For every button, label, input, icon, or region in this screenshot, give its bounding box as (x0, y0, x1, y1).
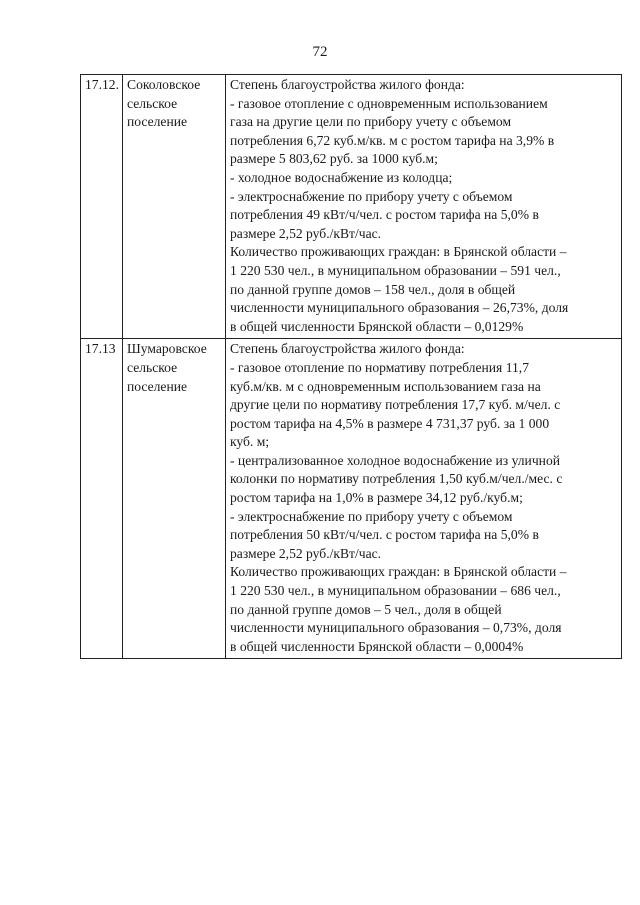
page-number: 72 (312, 44, 328, 60)
description-line: по данной группе домов – 158 чел., доля в общей (230, 281, 516, 297)
description-line: в общей численности Брянской области – 0,0004% (230, 638, 524, 654)
description-line: - электроснабжение по прибору учету с объемом (230, 508, 513, 524)
description-line: газа на другие цели по прибору учету с объемом (230, 114, 512, 130)
description-line: по данной группе домов – 5 чел., доля в общей (230, 601, 502, 617)
description-line: ростом тарифа на 1,0% в размере 34,12 руб./куб.м; (230, 490, 523, 506)
settlement-name-line: Шумаровское (127, 341, 207, 357)
settlement-name-line: сельское (127, 95, 178, 111)
settlements-table (80, 74, 622, 659)
description-line: Степень благоустройства жилого фонда: (230, 341, 465, 357)
description-line: размере 2,52 руб./кВт/час. (230, 225, 382, 241)
description-line: - централизованное холодное водоснабжение из уличной (230, 452, 561, 468)
description-line: Количество проживающих граждан: в Брянской области – (230, 244, 567, 260)
description-line: потребления 6,72 куб.м/кв. м с ростом тарифа на 3,9% в (230, 132, 555, 148)
description-line: - электроснабжение по прибору учету с объемом (230, 188, 513, 204)
settlement-name (123, 339, 226, 659)
description-line: Количество проживающих граждан: в Брянской области – (230, 564, 567, 580)
description-line: потребления 50 кВт/ч/чел. с ростом тарифа на 5,0% в (230, 527, 539, 543)
description-line: 1 220 530 чел., в муниципальном образовании – 686 чел., (230, 583, 561, 599)
description-line: размере 5 803,62 руб. за 1000 куб.м; (230, 151, 438, 167)
description-line: в общей численности Брянской области – 0,0129% (230, 318, 524, 334)
description-line: куб. м; (230, 434, 270, 450)
settlement-name-line: сельское (127, 359, 178, 375)
housing-description (226, 339, 622, 659)
row-number: 17.13 (81, 339, 123, 659)
table-row (81, 339, 622, 659)
description-line: потребления 49 кВт/ч/чел. с ростом тарифа на 5,0% в (230, 207, 539, 223)
description-line: - газовое отопление по нормативу потребления 11,7 (230, 359, 529, 375)
table-body (81, 75, 622, 659)
table-row (81, 75, 622, 339)
description-line: Степень благоустройства жилого фонда: (230, 77, 465, 92)
description-line: 1 220 530 чел., в муниципальном образовании – 591 чел., (230, 262, 561, 278)
housing-description (226, 75, 622, 339)
description-line: численности муниципального образования – 0,73%, доля (230, 620, 562, 636)
description-line: - холодное водоснабжение из колодца; (230, 169, 453, 185)
description-line: куб.м/кв. м с одновременным использованием газа на (230, 378, 541, 394)
settlement-name-line: поселение (127, 378, 188, 394)
description-line: колонки по нормативу потребления 1,50 куб.м/чел./мес. с (230, 471, 563, 487)
settlement-name-line: поселение (127, 114, 188, 130)
description-line: ростом тарифа на 4,5% в размере 4 731,37 руб. за 1 000 (230, 415, 550, 431)
row-number: 17.12. (81, 75, 123, 339)
description-line: другие цели по нормативу потребления 17,7 куб. м/чел. с (230, 397, 561, 413)
settlement-name-line: Соколовское (127, 77, 201, 92)
settlement-name (123, 75, 226, 339)
description-line: численности муниципального образования – 26,73%, доля (230, 300, 569, 316)
description-line: размере 2,52 руб./кВт/час. (230, 545, 382, 561)
description-line: - газовое отопление с одновременным использованием (230, 95, 548, 111)
